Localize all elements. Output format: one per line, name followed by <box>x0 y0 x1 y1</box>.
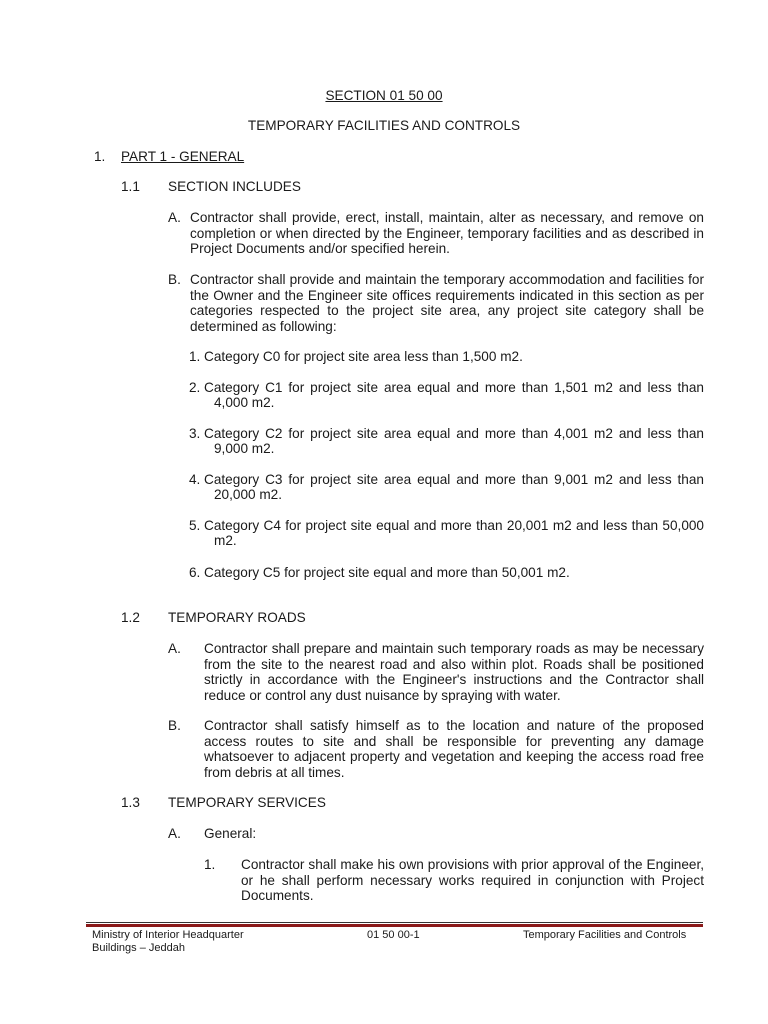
footer-rule-thick <box>86 924 703 927</box>
list-item-continuation: 4,000 m2. <box>214 395 275 410</box>
list-item-number: 1. <box>189 349 201 364</box>
list-item-number: 2. <box>189 380 201 395</box>
paragraph-label: A. <box>168 826 181 841</box>
list-item-number: 4. <box>189 472 201 487</box>
footer-project-line2: Buildings – Jeddah <box>92 942 185 954</box>
list-item-text: Category C0 for project site area less than 1,500 m2. <box>204 349 523 364</box>
paragraph-text: Contractor shall satisfy himself as to the location and nature of the proposed access routes to site and shall be responsible for preventing any damage whatsoever to adjacent property and vegetation and keeping the access road free from debris at all times. <box>204 718 704 780</box>
subsection-title: TEMPORARY ROADS <box>168 610 306 625</box>
subsection-title: SECTION INCLUDES <box>168 179 301 194</box>
list-item-continuation: 20,000 m2. <box>214 487 283 502</box>
paragraph-text: Contractor shall prepare and maintain such temporary roads as may be necessary from the site to the nearest road and also within plot. Roads shall be positioned strictly in accordance with the Engineer's instructions and the Contractor shall reduce or control any dust nuisance by spraying with water. <box>204 641 704 703</box>
paragraph-label: A. <box>168 210 181 225</box>
list-item-continuation: 9,000 m2. <box>214 441 275 456</box>
paragraph-label: B. <box>168 272 181 287</box>
list-item-number: 1. <box>204 857 216 872</box>
paragraph-label: A. <box>168 641 181 656</box>
list-item-text: Category C2 for project site area equal and more than 4,001 m2 and less than <box>204 426 704 441</box>
list-item-number: 3. <box>189 426 201 441</box>
paragraph-label: B. <box>168 718 181 733</box>
footer-project-line1: Ministry of Interior Headquarter <box>92 929 244 941</box>
list-item-text: Category C4 for project site equal and more than 20,001 m2 and less than 50,000 <box>204 518 704 533</box>
list-item-number: 5. <box>189 518 201 533</box>
paragraph-text: General: <box>204 826 257 841</box>
list-item-continuation: m2. <box>214 533 237 548</box>
part-title: PART 1 - GENERAL <box>121 149 245 164</box>
subsection-number: 1.3 <box>121 795 140 810</box>
list-item-text: Category C5 for project site equal and more than 50,001 m2. <box>204 565 570 580</box>
list-item-text: Contractor shall make his own provisions with prior approval of the Engineer, or he shall perform necessary works required in conjunction with Project Documents. <box>241 857 704 903</box>
subsection-number: 1.1 <box>121 179 140 194</box>
section-number: SECTION 01 50 00 <box>325 88 443 103</box>
footer-rule-thin <box>86 922 703 923</box>
subsection-number: 1.2 <box>121 610 140 625</box>
paragraph-text: Contractor shall provide, erect, install, maintain, alter as necessary, and remove on completion or when directed by the Engineer, temporary facilities and as described in Project Documents and/or specified herein. <box>190 210 704 256</box>
part-number: 1. <box>94 149 106 164</box>
list-item-number: 6. <box>189 565 201 580</box>
list-item-text: Category C3 for project site area equal and more than 9,001 m2 and less than <box>204 472 704 487</box>
section-title: TEMPORARY FACILITIES AND CONTROLS <box>247 118 521 133</box>
footer-section-title: Temporary Facilities and Controls <box>523 929 687 941</box>
paragraph-text: Contractor shall provide and maintain the temporary accommodation and facilities for the Owner and the Engineer site offices requirements indicated in this section as per categories respected to the project site area, any project site category shall be determined as following: <box>190 272 704 334</box>
list-item-text: Category C1 for project site area equal and more than 1,501 m2 and less than <box>204 380 704 395</box>
footer-page-number: 01 50 00-1 <box>367 929 420 941</box>
subsection-title: TEMPORARY SERVICES <box>168 795 326 810</box>
